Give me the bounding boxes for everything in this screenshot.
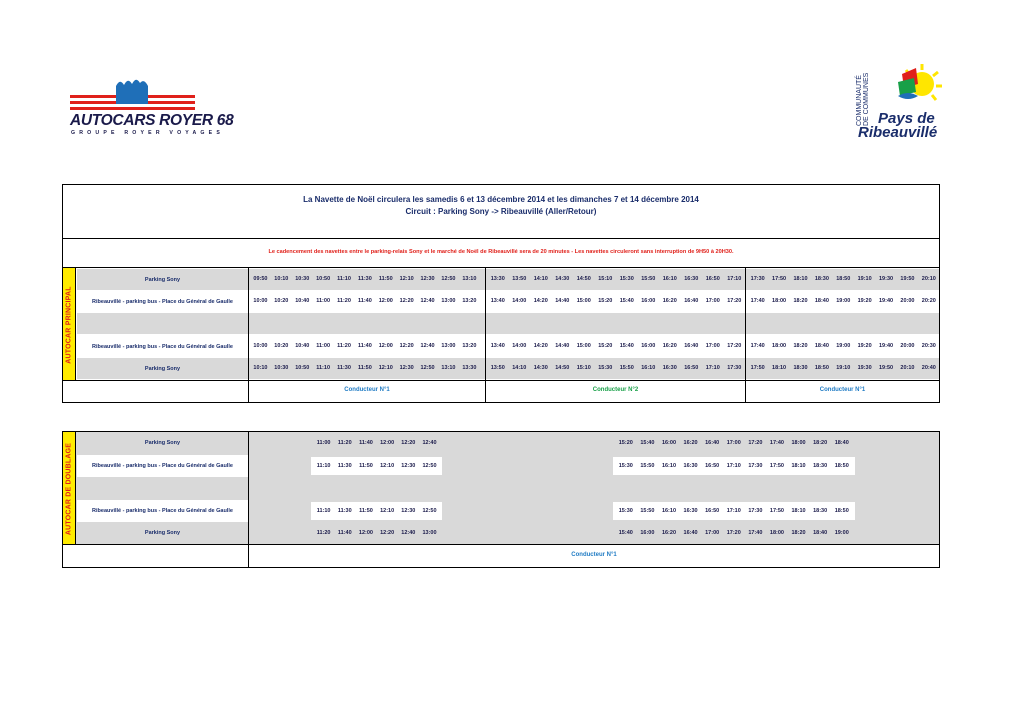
departure-time: 14:00 <box>512 298 527 304</box>
departure-time: 16:30 <box>683 463 698 469</box>
departure-time: 19:00 <box>834 530 849 536</box>
divider <box>63 380 939 381</box>
departure-time: 15:30 <box>618 463 633 469</box>
departure-time: 15:30 <box>619 276 634 282</box>
departure-time: 14:50 <box>576 276 591 282</box>
departure-time: 13:50 <box>512 276 527 282</box>
departure-time: 17:10 <box>705 365 720 371</box>
departure-time: 12:30 <box>401 463 416 469</box>
driver-row-blank <box>63 545 248 567</box>
departure-time: 18:50 <box>834 508 849 514</box>
departure-time: 19:40 <box>879 298 894 304</box>
departure-time: 10:00 <box>253 298 268 304</box>
departure-time: 13:10 <box>462 276 477 282</box>
departure-time: 14:20 <box>533 343 548 349</box>
departure-time: 17:10 <box>726 463 741 469</box>
divider <box>485 268 486 402</box>
time-segment <box>250 276 480 282</box>
departure-time: 13:00 <box>422 530 437 536</box>
departure-time: 20:30 <box>921 343 936 349</box>
backup-timetable <box>62 431 940 568</box>
departure-time: 17:50 <box>750 365 765 371</box>
departure-time: 14:00 <box>512 343 527 349</box>
departure-time: 16:40 <box>683 530 698 536</box>
departure-time: 14:30 <box>533 365 548 371</box>
departure-time: 19:00 <box>836 343 851 349</box>
departure-time: 11:40 <box>337 530 352 536</box>
departure-time: 20:10 <box>921 276 936 282</box>
departure-time: 11:30 <box>358 276 372 282</box>
departure-time: 17:00 <box>705 530 720 536</box>
departure-time: 13:30 <box>490 276 505 282</box>
departure-time: 16:00 <box>661 440 677 446</box>
departure-time: 19:10 <box>857 276 872 282</box>
time-segment <box>747 298 940 304</box>
departure-time: 13:20 <box>462 298 477 304</box>
departure-time: 19:40 <box>879 343 894 349</box>
departure-time: 19:20 <box>857 298 872 304</box>
departure-time: 17:40 <box>750 298 765 304</box>
divider <box>63 267 939 268</box>
departure-time: 12:00 <box>380 440 395 446</box>
departure-time: 18:10 <box>793 276 808 282</box>
driver-label: Conducteur N°1 <box>571 552 617 558</box>
departure-time: 15:00 <box>576 343 591 349</box>
time-segment <box>615 463 853 469</box>
side-label-principal <box>63 268 76 381</box>
royer-logo-icon <box>70 76 200 112</box>
departure-time: 15:00 <box>576 298 591 304</box>
departure-time: 13:30 <box>462 365 477 371</box>
side-label-text: AUTOCAR DE DOUBLAGE <box>65 442 73 535</box>
departure-time: 13:00 <box>441 298 456 304</box>
departure-time: 13:20 <box>462 343 477 349</box>
departure-time: 10:50 <box>316 276 331 282</box>
stop-label <box>77 313 248 334</box>
time-segment <box>487 343 745 349</box>
time-segment <box>250 343 480 349</box>
departure-time: 11:00 <box>316 298 330 304</box>
departure-time: 16:50 <box>705 276 720 282</box>
departure-time: 13:10 <box>441 365 456 371</box>
departure-time: 11:30 <box>337 463 352 469</box>
departure-time: 14:40 <box>555 343 570 349</box>
departure-time: 18:50 <box>814 365 829 371</box>
departure-time: 19:30 <box>879 276 894 282</box>
departure-time: 12:30 <box>401 508 416 514</box>
departure-time: 16:30 <box>684 276 699 282</box>
logo-subtitle: GROUPE ROYER VOYAGES <box>71 130 224 136</box>
departure-time: 16:10 <box>661 463 677 469</box>
departure-time: 17:00 <box>705 343 720 349</box>
departure-time: 11:40 <box>359 440 373 446</box>
departure-time: 12:20 <box>380 530 395 536</box>
departure-time: 18:10 <box>791 508 806 514</box>
departure-time: 18:20 <box>793 298 808 304</box>
departure-time: 15:10 <box>576 365 591 371</box>
departure-time: 15:50 <box>640 508 655 514</box>
departure-time: 16:00 <box>641 343 656 349</box>
departure-time: 18:10 <box>772 365 787 371</box>
stop-label <box>77 477 248 499</box>
departure-time: 11:20 <box>337 298 351 304</box>
departure-time: 16:00 <box>640 530 655 536</box>
time-segment <box>487 365 745 371</box>
departure-time: 12:40 <box>420 298 435 304</box>
departure-time: 12:50 <box>422 508 437 514</box>
autocars-royer-logo <box>70 76 234 138</box>
departure-time: 10:30 <box>295 276 310 282</box>
departure-time: 17:10 <box>727 276 742 282</box>
side-label-doublage <box>63 432 76 545</box>
departure-time: 15:40 <box>640 440 655 446</box>
time-segment <box>250 298 480 304</box>
stop-label: Parking Sony <box>77 432 248 454</box>
departure-time: 18:40 <box>834 440 849 446</box>
departure-time: 19:30 <box>857 365 872 371</box>
departure-time: 17:50 <box>769 508 784 514</box>
departure-time: 17:30 <box>748 508 763 514</box>
time-segment <box>615 440 853 446</box>
departure-time: 10:40 <box>295 343 310 349</box>
time-segment <box>313 440 440 446</box>
departure-time: 10:20 <box>274 343 289 349</box>
stop-label: Ribeauvillé - parking bus - Place du Général de Gaulle <box>77 291 248 312</box>
departure-time: 14:40 <box>555 298 570 304</box>
departure-time: 18:00 <box>769 530 784 536</box>
departure-time: 11:50 <box>378 276 393 282</box>
time-segment <box>747 365 940 371</box>
title-line2: Circuit : Parking Sony -> Ribeauvillé (Aller/Retour) <box>405 207 597 216</box>
departure-time: 16:00 <box>641 298 656 304</box>
departure-time: 10:50 <box>295 365 310 371</box>
departure-time: 15:40 <box>618 530 633 536</box>
departure-time: 17:30 <box>727 365 742 371</box>
departure-time: 17:20 <box>726 530 741 536</box>
departure-time: 10:10 <box>253 365 268 371</box>
departure-time: 12:20 <box>399 298 414 304</box>
departure-time: 12:00 <box>378 298 393 304</box>
departure-time: 17:40 <box>748 530 763 536</box>
time-segment <box>313 530 440 536</box>
departure-time: 15:30 <box>598 365 613 371</box>
departure-time: 15:50 <box>619 365 634 371</box>
departure-time: 15:20 <box>598 298 613 304</box>
side-label-text: AUTOCAR PRINCIPAL <box>65 285 73 364</box>
departure-time: 10:40 <box>295 298 310 304</box>
departure-time: 16:10 <box>641 365 656 371</box>
departure-time: 16:30 <box>662 365 677 371</box>
departure-time: 12:30 <box>399 365 414 371</box>
departure-time: 11:20 <box>337 440 352 446</box>
departure-time: 17:30 <box>748 463 763 469</box>
departure-time: 18:30 <box>813 508 828 514</box>
time-segment <box>615 530 853 536</box>
departure-time: 16:50 <box>684 365 699 371</box>
departure-time: 16:10 <box>661 508 677 514</box>
divider <box>745 268 746 402</box>
departure-time: 18:20 <box>791 530 806 536</box>
departure-time: 19:50 <box>879 365 894 371</box>
departure-time: 18:30 <box>813 463 828 469</box>
sun-emblem-icon <box>892 62 944 110</box>
logo-community: COMMUNAUTÉ DE COMMUNES <box>856 72 870 126</box>
departure-time: 09:50 <box>253 276 268 282</box>
departure-time: 18:40 <box>813 530 828 536</box>
time-segment <box>747 276 940 282</box>
departure-time: 13:00 <box>441 343 456 349</box>
logo-brand: AUTOCARS ROYER 68 <box>70 112 234 129</box>
departure-time: 19:00 <box>836 298 851 304</box>
stop-label: Ribeauvillé - parking bus - Place du Général de Gaulle <box>77 336 248 357</box>
departure-time: 20:10 <box>900 365 915 371</box>
departure-time: 15:30 <box>618 508 633 514</box>
departure-time: 18:50 <box>834 463 849 469</box>
departure-time: 16:50 <box>705 508 720 514</box>
departure-time: 16:10 <box>662 276 677 282</box>
stop-label: Ribeauvillé - parking bus - Place du Général de Gaulle <box>77 500 248 522</box>
divider <box>248 268 249 402</box>
departure-time: 11:10 <box>316 365 330 371</box>
departure-time: 11:10 <box>316 508 331 514</box>
departure-time: 15:50 <box>641 276 656 282</box>
departure-time: 16:20 <box>662 343 677 349</box>
departure-time: 10:10 <box>274 276 289 282</box>
departure-time: 11:30 <box>337 365 351 371</box>
time-segment <box>313 508 440 514</box>
departure-time: 19:20 <box>857 343 872 349</box>
time-segment <box>250 365 480 371</box>
departure-time: 12:50 <box>441 276 456 282</box>
departure-time: 11:20 <box>316 530 331 536</box>
stop-label: Ribeauvillé - parking bus - Place du Général de Gaulle <box>77 455 248 477</box>
departure-time: 13:50 <box>490 365 505 371</box>
service-notice: Le cadencement des navettes entre le parking-relais Sony et le marché de Noël de Ribeauvillé sera de 20 minutes - Les navettes circuleront sans interruption de 9H50 à 20H30. <box>268 249 734 255</box>
departure-time: 16:30 <box>683 508 698 514</box>
stop-label: Parking Sony <box>77 269 248 290</box>
departure-time: 11:00 <box>316 440 331 446</box>
pays-de-ribeauville-logo <box>856 60 946 142</box>
departure-time: 17:10 <box>726 508 741 514</box>
time-segment <box>487 298 745 304</box>
departure-time: 11:50 <box>359 463 373 469</box>
departure-time: 12:10 <box>380 463 395 469</box>
departure-time: 11:20 <box>337 343 351 349</box>
departure-time: 18:20 <box>813 440 828 446</box>
departure-time: 20:40 <box>921 365 936 371</box>
logo-line1: Pays de <box>878 110 935 127</box>
departure-time: 18:30 <box>793 365 808 371</box>
departure-time: 12:50 <box>420 365 435 371</box>
departure-time: 17:00 <box>726 440 741 446</box>
departure-time: 13:40 <box>490 298 505 304</box>
departure-time: 10:20 <box>274 298 289 304</box>
divider <box>63 238 939 239</box>
departure-time: 18:30 <box>814 276 829 282</box>
departure-time: 11:50 <box>358 365 372 371</box>
departure-time: 17:30 <box>750 276 765 282</box>
departure-time: 19:10 <box>836 365 851 371</box>
departure-time: 11:00 <box>316 343 330 349</box>
time-segment <box>615 508 853 514</box>
departure-time: 18:00 <box>772 343 787 349</box>
departure-time: 12:20 <box>399 343 414 349</box>
departure-time: 11:30 <box>337 508 352 514</box>
time-segment <box>313 463 440 469</box>
time-segment <box>747 343 940 349</box>
departure-time: 16:20 <box>662 298 677 304</box>
driver-label: Conducteur N°2 <box>592 387 639 393</box>
departure-time: 11:40 <box>358 343 372 349</box>
departure-time: 14:10 <box>512 365 527 371</box>
stop-label: Parking Sony <box>77 522 248 544</box>
departure-time: 16:50 <box>705 463 720 469</box>
departure-time: 18:20 <box>793 343 808 349</box>
departure-time: 12:20 <box>401 440 416 446</box>
departure-time: 12:10 <box>378 365 393 371</box>
departure-time: 11:50 <box>359 508 373 514</box>
departure-time: 11:10 <box>337 276 351 282</box>
departure-time: 12:40 <box>422 440 437 446</box>
departure-time: 20:00 <box>900 298 915 304</box>
departure-time: 12:40 <box>420 343 435 349</box>
departure-time: 18:00 <box>772 298 787 304</box>
departure-time: 17:50 <box>772 276 787 282</box>
departure-time: 17:20 <box>727 343 742 349</box>
departure-time: 12:00 <box>378 343 393 349</box>
departure-time: 12:10 <box>380 508 395 514</box>
departure-time: 12:30 <box>420 276 435 282</box>
departure-time: 15:40 <box>619 343 634 349</box>
departure-time: 15:20 <box>598 343 613 349</box>
time-segment <box>487 276 745 282</box>
departure-time: 12:40 <box>401 530 416 536</box>
departure-time: 15:10 <box>598 276 613 282</box>
departure-time: 20:20 <box>921 298 936 304</box>
departure-time: 13:40 <box>490 343 505 349</box>
departure-time: 16:20 <box>661 530 677 536</box>
departure-time: 17:50 <box>769 463 784 469</box>
departure-time: 12:10 <box>399 276 414 282</box>
departure-time: 16:40 <box>705 440 720 446</box>
departure-time: 12:00 <box>358 530 373 536</box>
departure-time: 18:40 <box>814 298 829 304</box>
departure-time: 16:20 <box>683 440 698 446</box>
departure-time: 18:00 <box>791 440 806 446</box>
departure-time: 17:40 <box>769 440 784 446</box>
departure-time: 14:20 <box>533 298 548 304</box>
departure-time: 14:30 <box>555 276 570 282</box>
departure-time: 11:10 <box>316 463 331 469</box>
departure-time: 17:20 <box>748 440 763 446</box>
departure-time: 14:10 <box>533 276 548 282</box>
departure-time: 17:40 <box>750 343 765 349</box>
departure-time: 15:40 <box>619 298 634 304</box>
logo-line2: Ribeauvillé <box>858 124 938 141</box>
title-line1: La Navette de Noël circulera les samedis 6 et 13 décembre 2014 et les dimanches 7 et 14 décembre 2014 <box>303 195 699 204</box>
departure-time: 16:40 <box>684 343 699 349</box>
departure-time: 16:40 <box>684 298 699 304</box>
departure-time: 18:40 <box>814 343 829 349</box>
departure-time: 12:50 <box>422 463 437 469</box>
main-timetable <box>62 184 940 403</box>
stop-label: Parking Sony <box>77 358 248 379</box>
departure-time: 14:50 <box>555 365 570 371</box>
departure-time: 11:40 <box>358 298 372 304</box>
departure-time: 17:20 <box>727 298 742 304</box>
departure-time: 18:50 <box>836 276 851 282</box>
departure-time: 15:20 <box>618 440 633 446</box>
departure-time: 18:10 <box>791 463 806 469</box>
departure-time: 10:00 <box>253 343 268 349</box>
departure-time: 15:50 <box>640 463 655 469</box>
driver-label: Conducteur N°1 <box>819 387 866 393</box>
departure-time: 19:50 <box>900 276 915 282</box>
departure-time: 10:30 <box>274 365 289 371</box>
driver-label: Conducteur N°1 <box>344 387 390 393</box>
departure-time: 20:00 <box>900 343 915 349</box>
departure-time: 17:00 <box>705 298 720 304</box>
